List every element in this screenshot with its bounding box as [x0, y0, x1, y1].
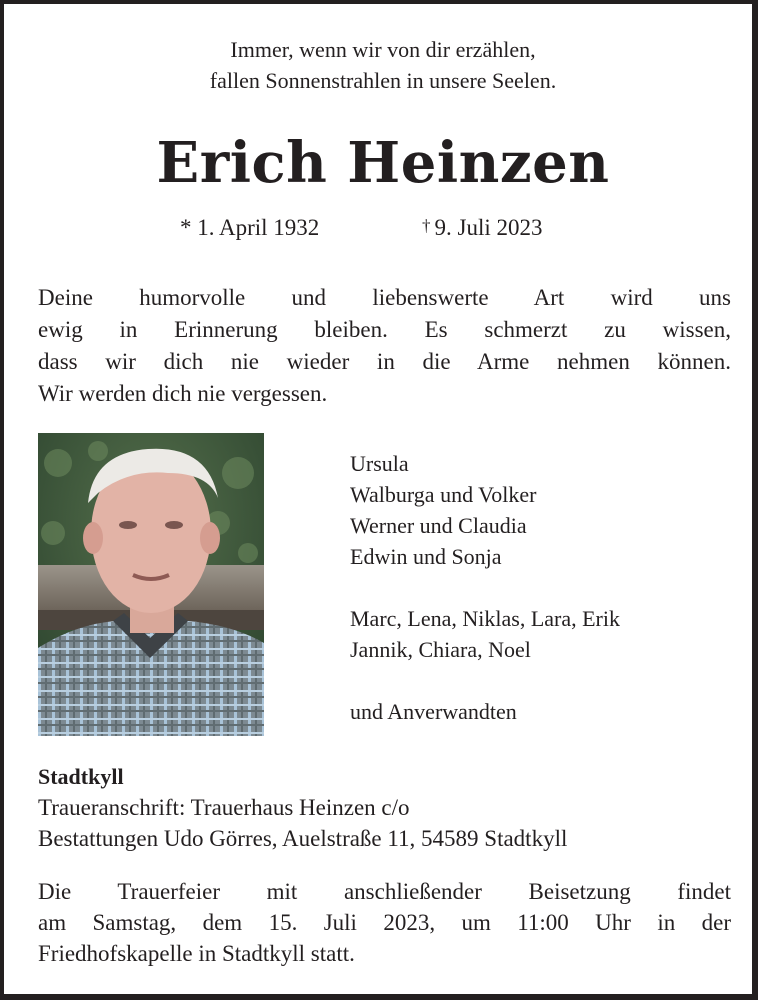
portrait-photo [38, 433, 264, 736]
mourner-name: Edwin und Sonja [350, 544, 502, 569]
deceased-name: Erich Heinzen [156, 130, 610, 196]
mourning-address [38, 792, 738, 854]
address-line: Traueranschrift: Trauerhaus Heinzen c/o [38, 795, 410, 820]
motto-line: Immer, wenn wir von dir erzählen, [230, 37, 536, 62]
mourner-name: Ursula [350, 451, 409, 476]
portrait-image-icon [38, 433, 264, 736]
relatives-line: und Anverwandten [350, 699, 517, 724]
birth-date-text: 1. April 1932 [197, 215, 320, 240]
motto-verse [4, 34, 758, 96]
grandchildren-names: Jannik, Chiara, Noel [350, 637, 531, 662]
motto-line: fallen Sonnenstrahlen in unsere Seelen. [209, 68, 557, 93]
spacer [350, 572, 620, 603]
ceremony-line: Friedhofskapelle in Stadtkyll statt. [38, 941, 355, 966]
death-date-text: 9. Juli 2023 [434, 215, 543, 240]
ceremony-line: am Samstag, dem 15. Juli 2023, um 11:00 Uhr in der [38, 910, 731, 935]
mourners-list [350, 448, 620, 727]
ceremony-info [38, 876, 731, 969]
birth-star-icon: * [180, 215, 192, 240]
ceremony-line: Die Trauerfeier mit anschließender Beisetzung findet [38, 879, 731, 904]
mourner-name: Walburga und Volker [350, 482, 537, 507]
grandchildren-names: Marc, Lena, Niklas, Lara, Erik [350, 606, 620, 631]
address-line: Bestattungen Udo Görres, Auelstraße 11, 54589 Stadtkyll [38, 826, 568, 851]
birth-date [180, 212, 319, 244]
tribute-line: Wir werden dich nie vergessen. [38, 381, 328, 406]
mourner-name: Werner und Claudia [350, 513, 527, 538]
death-date [422, 212, 542, 246]
tribute-line: Deine humorvolle und liebenswerte Art wird uns [38, 285, 731, 310]
place-heading: Stadtkyll [38, 764, 124, 789]
tribute-text [38, 282, 731, 410]
tribute-line: dass wir dich nie wieder in die Arme nehmen können. [38, 349, 731, 374]
spacer [350, 665, 620, 696]
tribute-line: ewig in Erinnerung bleiben. Es schmerzt zu wissen, [38, 317, 731, 342]
dagger-cross-icon: † [422, 216, 431, 235]
